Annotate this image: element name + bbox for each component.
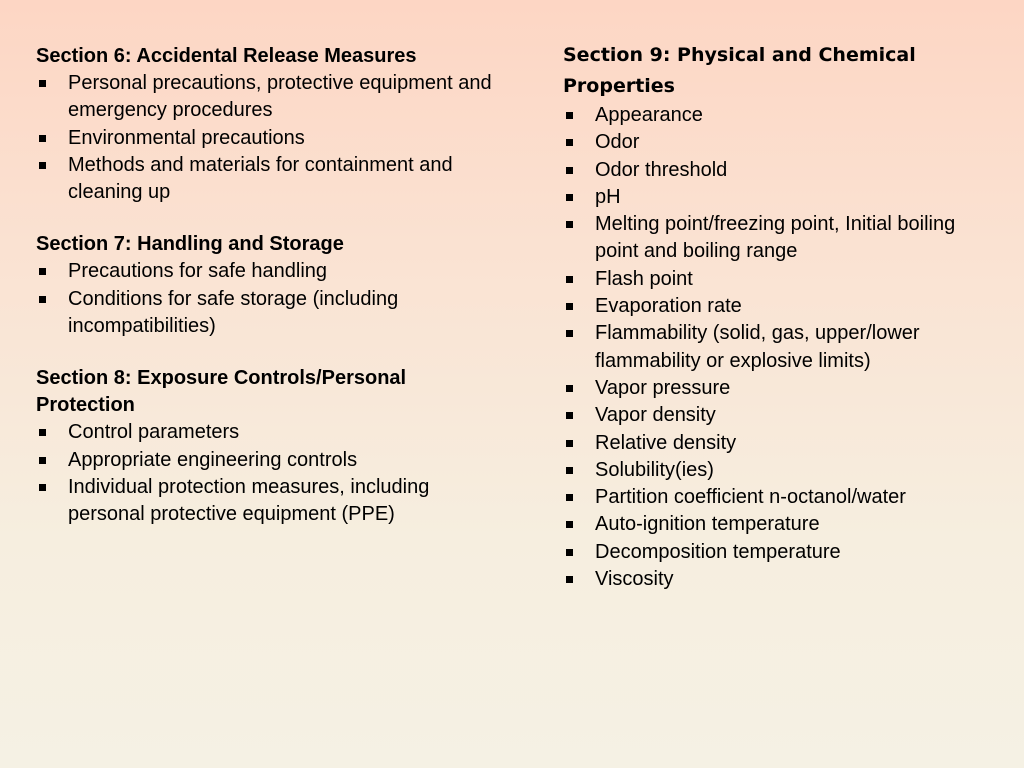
list-item [563, 129, 1003, 156]
list-item-text: Decomposition temperature [595, 540, 841, 563]
section-8-list [36, 419, 506, 528]
list-item-text: Control parameters [68, 421, 240, 444]
list-item-text: Vapor pressure [595, 376, 731, 399]
square-bullet-icon [39, 296, 46, 303]
square-bullet-icon [566, 194, 573, 201]
list-item-text: Vapor density [595, 404, 716, 427]
list-item [563, 484, 1003, 511]
square-bullet-icon [566, 276, 573, 283]
square-bullet-icon [39, 268, 46, 275]
list-item [36, 474, 506, 529]
list-item [36, 258, 506, 285]
list-item-text: Individual protection measures, including personal protective equipment (PPE) [68, 475, 430, 526]
square-bullet-icon [566, 549, 573, 556]
list-item [563, 266, 1003, 293]
list-item-text: Evaporation rate [595, 295, 742, 318]
section-7-heading: Section 7: Handling and Storage [36, 233, 344, 256]
list-item [36, 125, 506, 152]
list-item [563, 402, 1003, 429]
list-item-text: Conditions for safe storage (including incompatibilities) [68, 287, 399, 338]
section-6 [36, 43, 506, 206]
square-bullet-icon [566, 385, 573, 392]
square-bullet-icon [566, 467, 573, 474]
list-item-text: Melting point/freezing point, Initial boiling point and boiling range [595, 213, 956, 263]
list-item-text: Relative density [595, 431, 737, 454]
square-bullet-icon [566, 494, 573, 501]
section-8 [36, 365, 506, 528]
left-column [36, 43, 506, 554]
list-item [36, 286, 506, 341]
list-item [36, 447, 506, 474]
section-6-heading: Section 6: Accidental Release Measures [36, 45, 417, 67]
square-bullet-icon [39, 135, 46, 142]
list-item [563, 320, 1003, 375]
square-bullet-icon [566, 521, 573, 528]
list-item-text: Methods and materials for containment and cleaning up [68, 153, 453, 204]
list-item [563, 457, 1003, 484]
square-bullet-icon [566, 221, 573, 228]
section-7-list [36, 258, 506, 340]
list-item-text: Environmental precautions [68, 126, 305, 149]
list-item [563, 211, 1003, 266]
list-item-text: Partition coefficient n-octanol/water [595, 486, 906, 509]
square-bullet-icon [39, 484, 46, 491]
list-item [563, 184, 1003, 211]
list-item-text: Odor threshold [595, 158, 728, 181]
square-bullet-icon [566, 167, 573, 174]
list-item-text: pH [595, 185, 621, 208]
square-bullet-icon [39, 80, 46, 87]
list-item-text: Flash point [595, 267, 693, 290]
square-bullet-icon [566, 412, 573, 419]
square-bullet-icon [566, 303, 573, 310]
right-column [563, 40, 1003, 593]
square-bullet-icon [566, 440, 573, 447]
list-item-text: Auto-ignition temperature [595, 513, 820, 536]
list-item-text: Viscosity [595, 568, 674, 591]
square-bullet-icon [566, 139, 573, 146]
list-item [563, 293, 1003, 320]
section-9-heading: Section 9: Physical and Chemical Properties [563, 44, 916, 97]
list-item-text: Appropriate engineering controls [68, 448, 358, 471]
list-item [36, 152, 506, 207]
square-bullet-icon [566, 112, 573, 119]
list-item-text: Flammability (solid, gas, upper/lower flammability or explosive limits) [595, 322, 920, 372]
square-bullet-icon [566, 576, 573, 583]
list-item-text: Odor [595, 131, 640, 154]
list-item [563, 511, 1003, 538]
list-item [563, 157, 1003, 184]
section-9-list [563, 102, 1003, 593]
list-item [36, 70, 506, 125]
square-bullet-icon [39, 457, 46, 464]
square-bullet-icon [566, 330, 573, 337]
list-item [563, 566, 1003, 593]
list-item-text: Solubility(ies) [595, 458, 714, 481]
list-item [36, 419, 506, 446]
section-6-list [36, 70, 506, 206]
list-item-text: Personal precautions, protective equipment and emergency procedures [68, 72, 492, 122]
square-bullet-icon [39, 162, 46, 169]
section-8-heading: Section 8: Exposure Controls/Personal Protection [36, 367, 407, 417]
list-item [563, 539, 1003, 566]
list-item [563, 102, 1003, 129]
list-item-text: Appearance [595, 104, 703, 126]
list-item-text: Precautions for safe handling [68, 260, 328, 283]
section-7 [36, 231, 506, 340]
list-item [563, 375, 1003, 402]
square-bullet-icon [39, 429, 46, 436]
list-item [563, 430, 1003, 457]
